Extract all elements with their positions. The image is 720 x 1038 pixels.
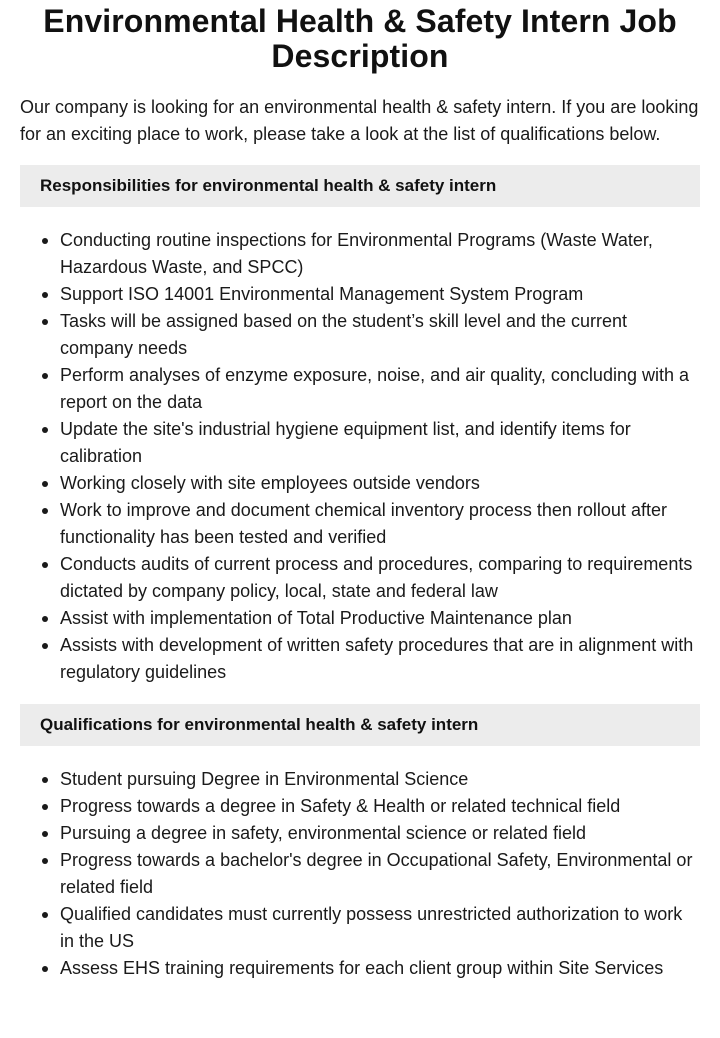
- list-item-text: Student pursuing Degree in Environmental Science: [60, 769, 469, 789]
- list-item: [60, 308, 700, 362]
- list-item: [60, 281, 700, 308]
- qualifications-list: [20, 766, 700, 982]
- bullet-icon: [42, 858, 48, 864]
- list-item-text: Conducts audits of current process and procedures, comparing to requirements dictated by company policy, local, state and federal law: [60, 554, 693, 601]
- list-item-text: Assess EHS training requirements for each client group within Site Services: [60, 958, 664, 978]
- list-item-text: Qualified candidates must currently possess unrestricted authorization to work in the US: [60, 904, 683, 951]
- list-item: [60, 766, 700, 793]
- list-item-text: Work to improve and document chemical inventory process then rollout after functionality has been tested and verified: [60, 500, 667, 547]
- list-item: [60, 362, 700, 416]
- list-item: [60, 497, 700, 551]
- bullet-icon: [42, 238, 48, 244]
- intro-paragraph: Our company is looking for an environmental health & safety intern. If you are looking for an exciting place to work, please take a look at the list of qualifications below.: [20, 97, 699, 144]
- bullet-icon: [42, 831, 48, 837]
- bullet-icon: [42, 508, 48, 514]
- list-item-text: Conducting routine inspections for Environmental Programs (Waste Water, Hazardous Waste, and SPCC): [60, 230, 653, 277]
- list-item: [60, 551, 700, 605]
- list-item: [60, 227, 700, 281]
- list-item: [60, 793, 700, 820]
- bullet-icon: [42, 616, 48, 622]
- bullet-icon: [42, 427, 48, 433]
- list-item: [60, 416, 700, 470]
- bullet-icon: [42, 777, 48, 783]
- list-item-text: Progress towards a bachelor's degree in Occupational Safety, Environmental or related field: [60, 850, 693, 897]
- list-item: [60, 955, 700, 982]
- bullet-icon: [42, 373, 48, 379]
- list-item: [60, 605, 700, 632]
- bullet-icon: [42, 562, 48, 568]
- list-item: [60, 632, 700, 686]
- page-title: Environmental Health & Safety Intern Job Description: [43, 3, 677, 74]
- list-item-text: Assists with development of written safety procedures that are in alignment with regulatory guidelines: [60, 635, 694, 682]
- list-item: [60, 901, 700, 955]
- list-item-text: Progress towards a degree in Safety & Health or related technical field: [60, 796, 621, 816]
- bullet-icon: [42, 643, 48, 649]
- list-item-text: Support ISO 14001 Environmental Management System Program: [60, 284, 584, 304]
- list-item: [60, 820, 700, 847]
- bullet-icon: [42, 292, 48, 298]
- bullet-icon: [42, 319, 48, 325]
- list-item: [60, 847, 700, 901]
- bullet-icon: [42, 481, 48, 487]
- list-item-text: Working closely with site employees outside vendors: [60, 473, 480, 493]
- responsibilities-heading: Responsibilities for environmental health & safety intern: [20, 165, 700, 207]
- list-item-text: Tasks will be assigned based on the student’s skill level and the current company needs: [60, 311, 627, 358]
- list-item: [60, 470, 700, 497]
- list-item-text: Update the site's industrial hygiene equipment list, and identify items for calibration: [60, 419, 631, 466]
- list-item-text: Pursuing a degree in safety, environmental science or related field: [60, 823, 586, 843]
- list-item-text: Perform analyses of enzyme exposure, noise, and air quality, concluding with a report on the data: [60, 365, 689, 412]
- qualifications-heading: Qualifications for environmental health & safety intern: [20, 704, 700, 746]
- bullet-icon: [42, 912, 48, 918]
- bullet-icon: [42, 966, 48, 972]
- list-item-text: Assist with implementation of Total Productive Maintenance plan: [60, 608, 572, 628]
- responsibilities-list: [20, 227, 700, 686]
- bullet-icon: [42, 804, 48, 810]
